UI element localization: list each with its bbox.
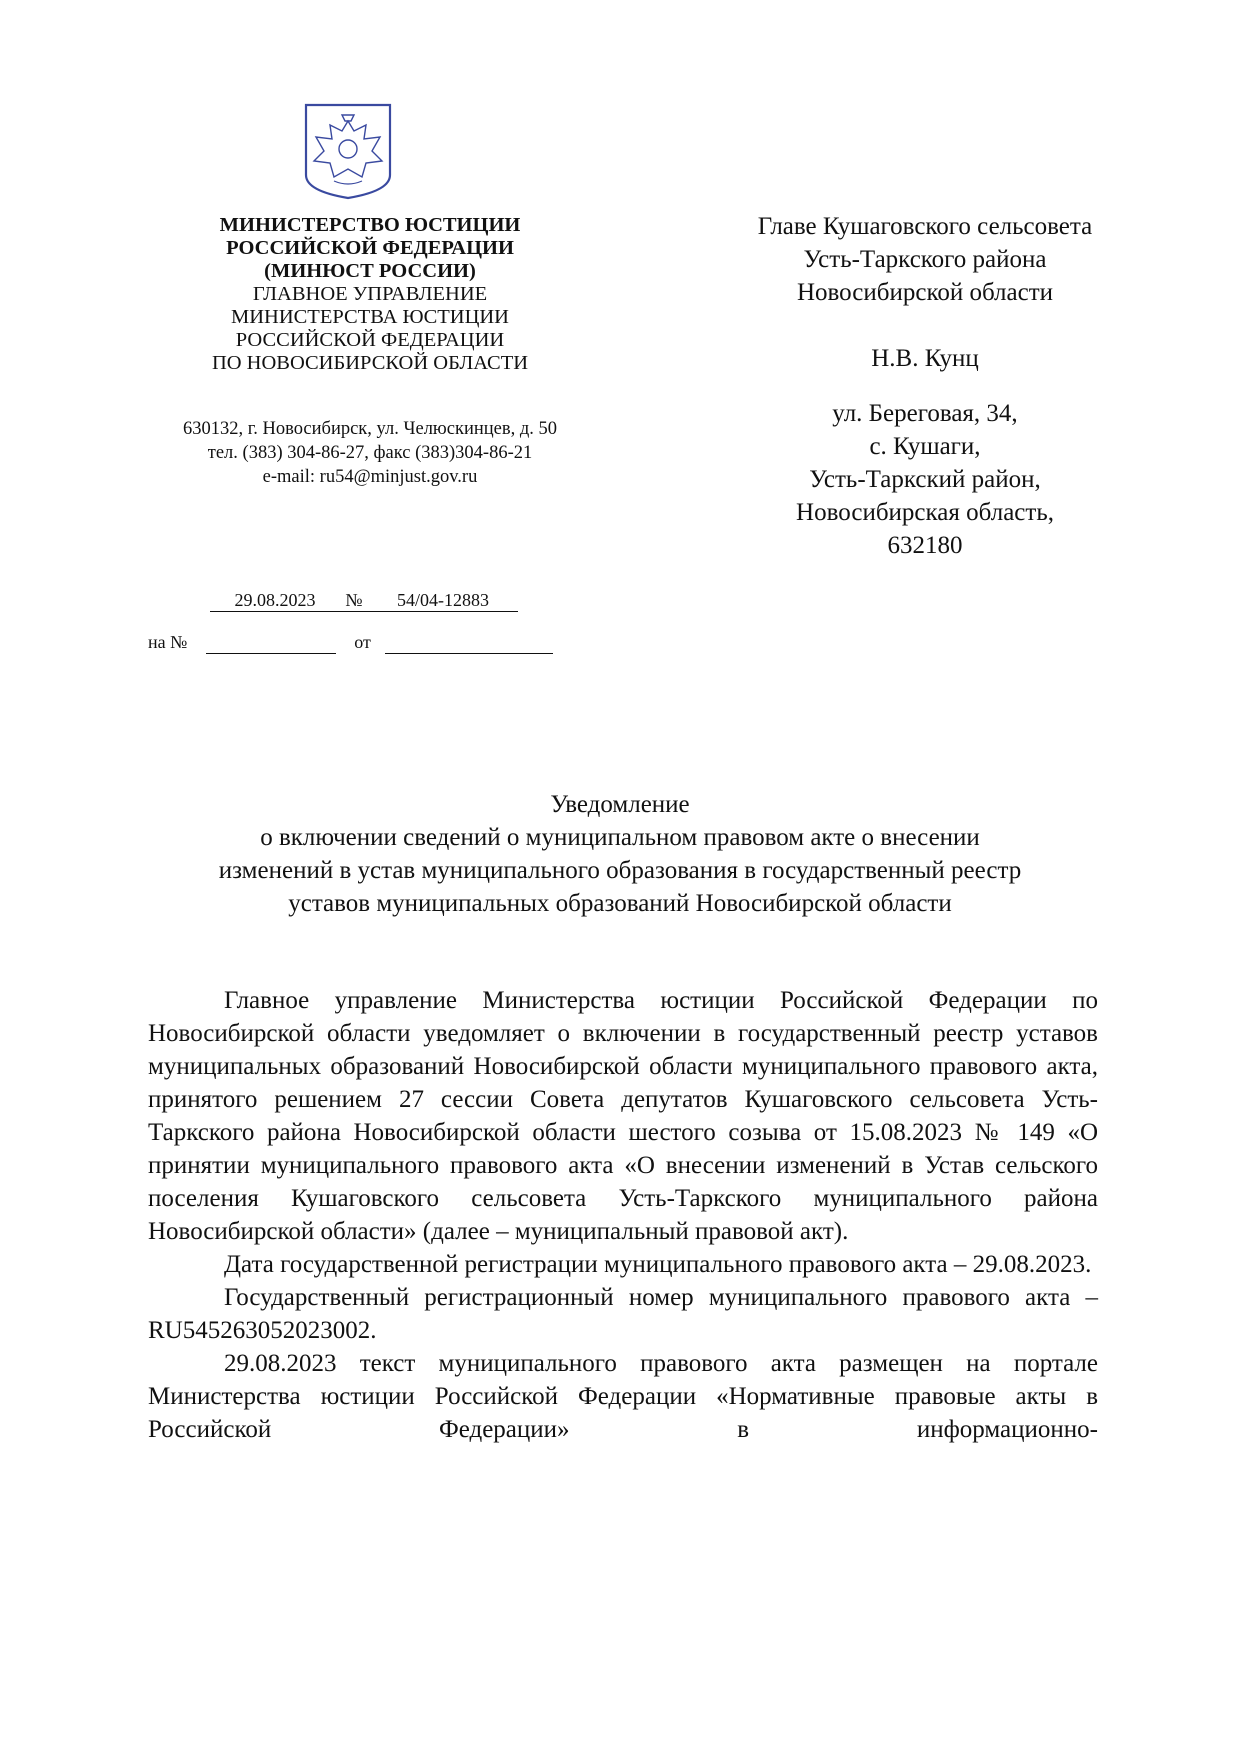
notice-body (148, 984, 1098, 1446)
body-paragraph: Главное управление Министерства юстиции Российской Федерации по Новосибирской области уведомляет о включении в государственный реестр уставов муниципальных образований Новосибирской области муниципального правового акта, принятого решением 27 сессии Совета депутатов Кушаговского сельсовета Усть-Таркского района Новосибирской области шестого созыва от 15.08.2023 № 149 «О принятии муниципального правового акта «О внесении изменений в Устав сельского поселения Кушаговского сельсовета Усть-Таркского муниципального района Новосибирской области» (далее – муниципальный правовой акт). (148, 987, 1098, 1245)
notice-title (140, 788, 1100, 920)
org-sub-line: ГЛАВНОЕ УПРАВЛЕНИЕ (252, 283, 488, 305)
recipient-address-line: ул. Береговая, 34, (832, 400, 1018, 427)
recipient-block (650, 210, 1200, 562)
reference-number-label: на № (148, 632, 188, 652)
recipient-address-line: Усть-Таркский район, (809, 466, 1041, 493)
notice-subject-line: о включении сведений о муниципальном правовом акте о внесении (260, 824, 980, 851)
notice-heading: Уведомление (550, 791, 690, 818)
org-sub-line: РОССИЙСКОЙ ФЕДЕРАЦИИ (235, 329, 505, 351)
body-paragraph: Дата государственной регистрации муниципального правового акта – 29.08.2023. (224, 1251, 1092, 1278)
recipient-postal-code: 632180 (887, 532, 963, 559)
recipient-address-line: с. Кушаги, (869, 433, 981, 460)
org-name-line: РОССИЙСКОЙ ФЕДЕРАЦИИ (226, 237, 514, 259)
recipient-line: Усть-Таркского района (803, 246, 1047, 273)
document-number: 54/04-12883 (368, 590, 518, 612)
recipient-address-line: Новосибирская область, (796, 499, 1054, 526)
notice-subject-line: уставов муниципальных образований Новосибирской области (288, 890, 952, 917)
body-paragraph: 29.08.2023 текст муниципального правового акта размещен на портале Министерства юстиции Российской Федерации «Нормативные правовые акты в Российской Федерации» в информационно- (148, 1350, 1098, 1443)
recipient-line: Новосибирской области (796, 279, 1054, 306)
sender-address: 630132, г. Новосибирск, ул. Челюскинцев, д. 50 (182, 419, 558, 439)
body-paragraph: Государственный регистрационный номер муниципального правового акта – RU545263052023002. (148, 1284, 1098, 1344)
recipient-line: Главе Кушаговского сельсовета (757, 213, 1093, 240)
recipient-name: Н.В. Кунц (871, 345, 979, 372)
document-date: 29.08.2023 (210, 590, 340, 612)
org-name-line: МИНИСТЕРСТВО ЮСТИЦИИ (219, 214, 521, 236)
reference-date-blank (385, 632, 553, 654)
reference-from-label: от (354, 632, 371, 652)
sender-phone: тел. (383) 304-86-27, факс (383)304-86-21 (207, 443, 533, 463)
document-date-number (210, 590, 518, 612)
number-label: № (340, 590, 368, 612)
org-sub-line: ПО НОВОСИБИРСКОЙ ОБЛАСТИ (211, 352, 529, 374)
sender-email: e-mail: ru54@minjust.gov.ru (262, 467, 478, 487)
reference-number-blank (206, 632, 336, 654)
reference-line (148, 632, 553, 654)
org-name-line: (МИНЮСТ РОССИИ) (264, 260, 476, 282)
sender-contacts (140, 417, 600, 489)
org-sub-line: МИНИСТЕРСТВА ЮСТИЦИИ (230, 306, 509, 328)
notice-subject-line: изменений в устав муниципального образования в государственный реестр (218, 857, 1022, 884)
sender-organization (140, 214, 600, 375)
coat-of-arms-emblem (304, 103, 392, 200)
